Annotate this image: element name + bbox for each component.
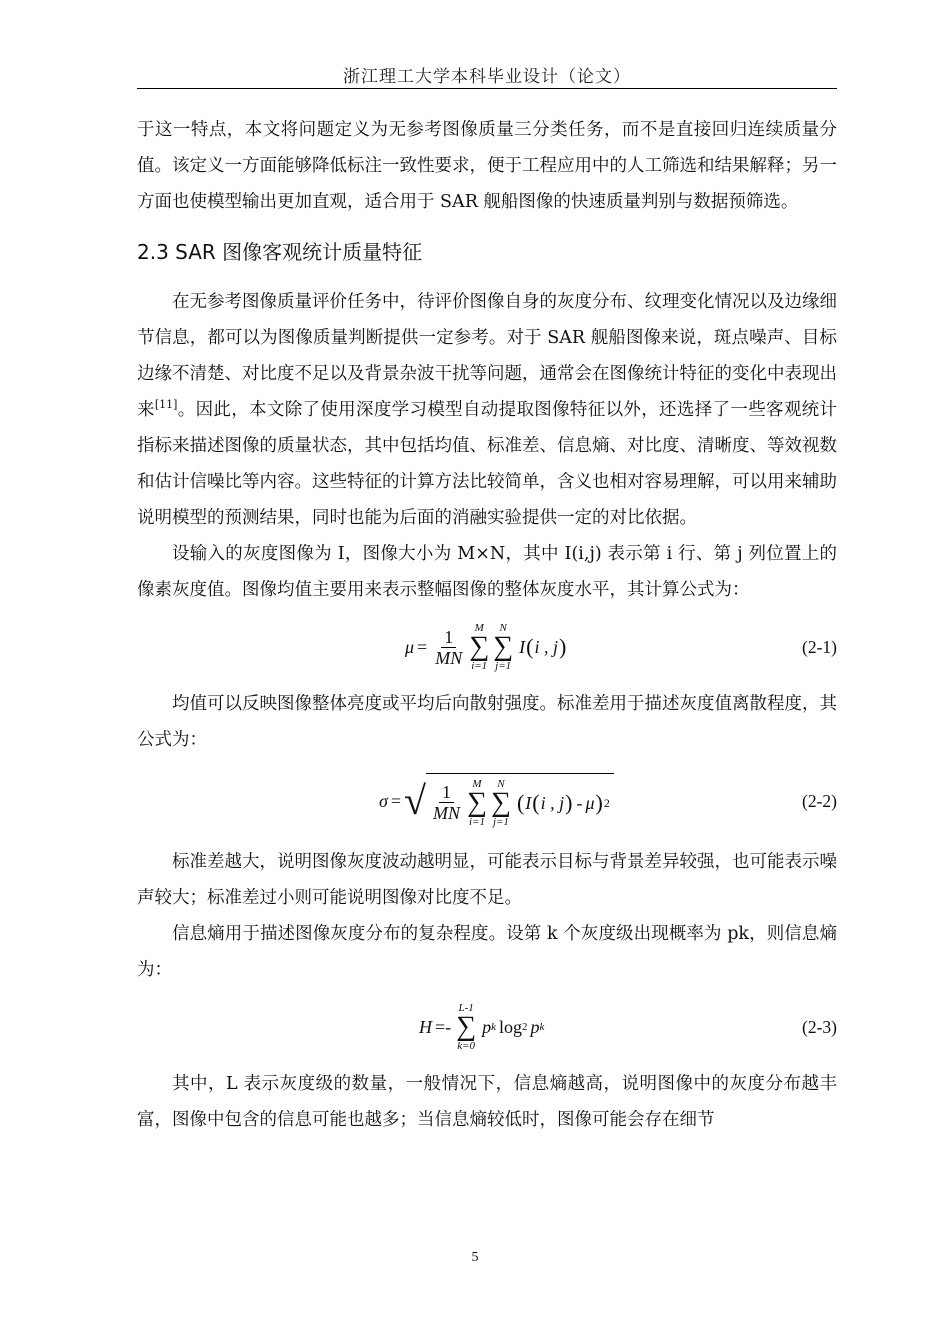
eq-args: i , j [534, 637, 558, 657]
summation [469, 622, 489, 672]
sum-upper: M [472, 777, 482, 790]
sigma-symbol: ∑ [469, 631, 490, 662]
fraction [431, 782, 462, 823]
eq-operator: = [390, 791, 402, 811]
section-title: 2.3 SAR 图像客观统计质量特征 [137, 240, 423, 264]
bracket-close: ) [595, 789, 603, 815]
sum-lower: j=1 [495, 660, 512, 672]
fraction [433, 627, 464, 668]
page-body [137, 112, 837, 1138]
citation: [11] [154, 398, 178, 412]
fraction-denominator: MN [433, 803, 460, 823]
summation [491, 778, 511, 828]
eq-operator: =- [435, 1017, 452, 1037]
sum-lower: i=1 [468, 815, 485, 828]
paragraph: 其中，L 表示灰度级的数量，一般情况下，信息熵越高，说明图像中的灰度分布越丰富，图像中包含的信息可能也越多；当信息熵较低时，图像可能会存在细节 [137, 1074, 837, 1130]
sigma-symbol: ∑ [493, 631, 514, 662]
summation [456, 1002, 476, 1052]
summation [467, 778, 487, 828]
equation-number: (2-1) [802, 637, 837, 657]
eq-lhs: H [419, 1017, 432, 1037]
eq-args: i , j [540, 792, 565, 813]
sum-upper: N [499, 622, 507, 634]
fraction-denominator: MN [435, 647, 463, 668]
equation-2-2 [137, 762, 837, 840]
paragraph: 标准差越大，说明图像灰度波动越明显，可能表示目标与背景差异较强，也可能表示噪声较大；标准差过小则可能说明图像对比度不足。 [137, 852, 837, 908]
equation-formula [405, 622, 567, 672]
sigma-symbol: ∑ [456, 1011, 477, 1042]
sum-lower: j=1 [492, 815, 509, 828]
eq-p: p [482, 1017, 492, 1037]
running-header: 浙江理工大学本科毕业设计（论文） [343, 67, 631, 87]
header-rule [137, 88, 837, 89]
eq-mu: μ [585, 792, 595, 813]
sum-lower: i=1 [471, 660, 488, 672]
radical-body: $\frac{1}{MN}$ M ∑ i=1 N ∑ j=1 ( I ( i , j ) - μ ) 2 [426, 773, 614, 829]
equation-formula [379, 773, 614, 829]
sum-upper: N [497, 777, 505, 790]
eq-lhs: σ [379, 791, 388, 811]
eq-p: p [530, 1017, 540, 1037]
sum-lower: k=0 [457, 1040, 476, 1052]
paren-close: ) [558, 634, 567, 659]
eq-minus: - [576, 792, 583, 813]
eq-sub-k: k [539, 1021, 545, 1033]
eq-function: I [519, 637, 526, 657]
sum-upper: L-1 [458, 1002, 474, 1014]
paren-close: ) [565, 789, 573, 815]
equation-formula [419, 1002, 544, 1052]
paragraph: 于这一特点，本文将问题定义为无参考图像质量三分类任务，而不是直接回归连续质量分值。该定义一方面能够降低标注一致性要求，便于工程应用中的人工筛选和结果解释；另一方面也使模型输出更加直观，适合用于 SAR 舰船图像的快速质量判别与数据预筛选。 [137, 120, 837, 212]
sigma-symbol: ∑ [467, 786, 487, 818]
summation [493, 622, 513, 672]
page-number: 5 [471, 1250, 479, 1265]
eq-function: I [525, 792, 532, 813]
equation-number: (2-3) [802, 1017, 837, 1037]
fraction-numerator: 1 [441, 627, 456, 648]
eq-log: log [499, 1017, 523, 1037]
equation-2-3 [137, 992, 837, 1062]
eq-sub-k: k [491, 1021, 497, 1033]
paren-open: ( [532, 789, 540, 815]
paragraph-text: 在无参考图像质量评价任务中，待评价图像自身的灰度分布、纹理变化情况以及边缘细节信息，都可以为图像质量判断提供一定参考。对于 SAR 舰船图像来说，斑点噪声、目标边缘不清楚、对比度不足以及背景杂波干扰等问题，通常会在图像统计特征的变化中表现出来 [137, 292, 837, 420]
bracket-open: ( [516, 789, 525, 815]
sum-upper: M [474, 622, 484, 634]
radical-sign: √ [404, 778, 426, 823]
paragraph: 设输入的灰度图像为 I，图像大小为 M×N，其中 I(i,j) 表示第 i 行、第 j 列位置上的像素灰度值。图像均值主要用来表示整幅图像的整体灰度水平，其计算公式为： [137, 544, 837, 600]
eq-lhs: μ [405, 637, 415, 657]
eq-operator: = [417, 637, 428, 657]
paren-open: ( [526, 634, 534, 659]
paragraph: 均值可以反映图像整体亮度或平均后向散射强度。标准差用于描述灰度值离散程度，其公式为： [137, 694, 837, 750]
eq-log-base: 2 [522, 1021, 528, 1033]
fraction-numerator: 1 [439, 782, 454, 803]
equation-2-1 [137, 612, 837, 682]
paragraph-text: 。因此，本文除了使用深度学习模型自动提取图像特征以外，还选择了一些客观统计指标来描述图像的质量状态，其中包括均值、标准差、信息熵、对比度、清晰度、等效视数和估计信噪比等内容。这些特征的计算方法比较简单，含义也相对容易理解，可以用来辅助说明模型的预测结果，同时也能为后面的消融实验提供一定的对比依据。 [137, 400, 837, 528]
equation-number: (2-2) [802, 791, 837, 811]
sigma-symbol: ∑ [490, 786, 511, 818]
square-root [404, 773, 614, 829]
paragraph: 信息熵用于描述图像灰度分布的复杂程度。设第 k 个灰度级出现概率为 pk，则信息熵为： [137, 924, 837, 980]
paragraph [137, 284, 837, 536]
